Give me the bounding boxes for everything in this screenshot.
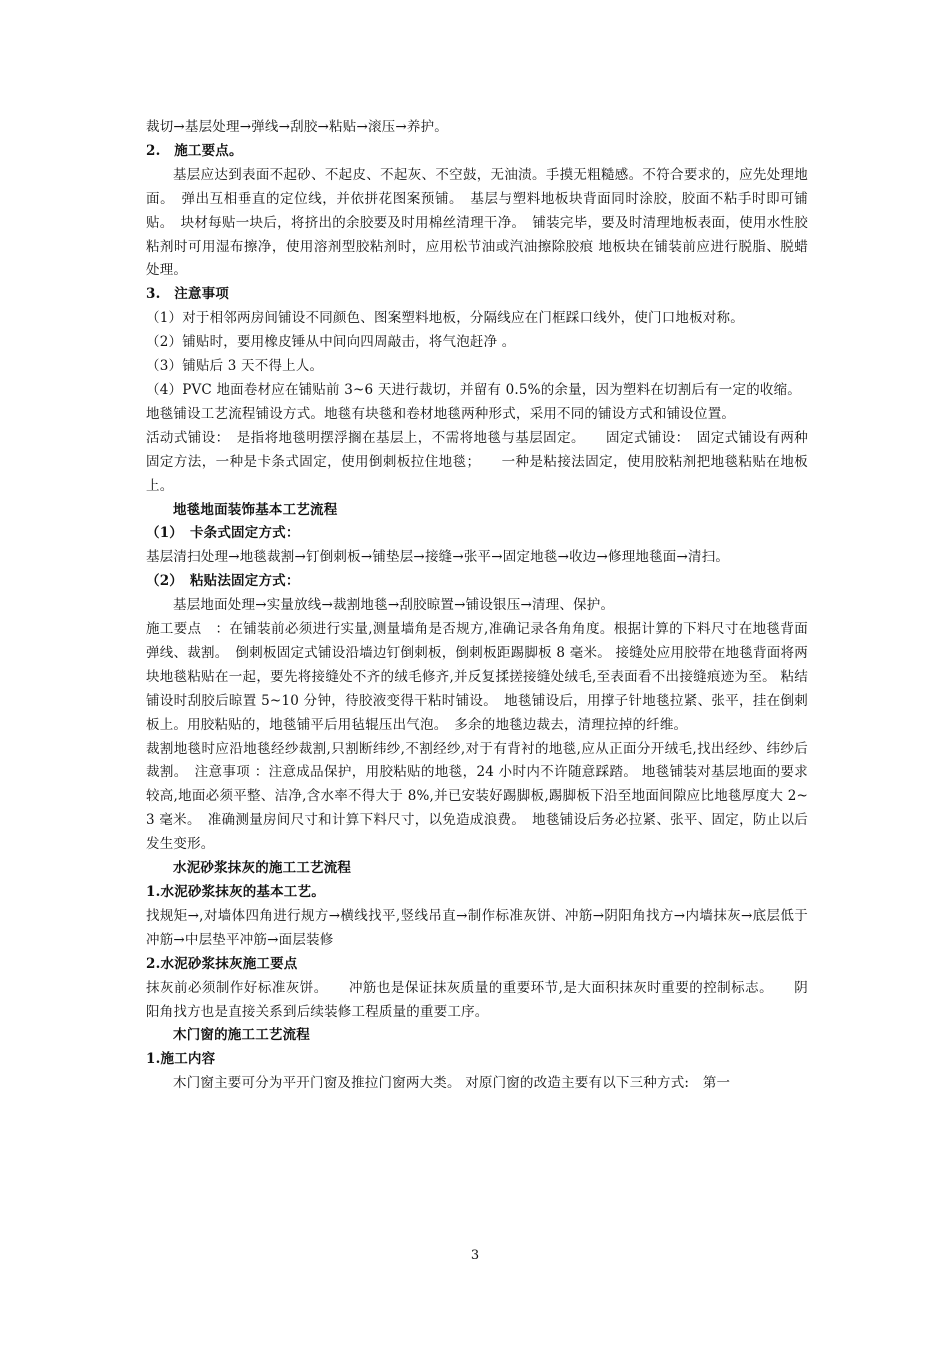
paragraph: （3）铺贴后 3 天不得上人。 [146, 358, 324, 375]
paragraph: （4）PVC 地面卷材应在铺贴前 3~6 天进行裁切，并留有 0.5%的余量，因为塑料在切割后有一定的收缩。 [146, 381, 802, 398]
paragraph: （1） 卡条式固定方式： [146, 525, 300, 542]
paragraph: 基层地面处理→实量放线→裁割地毯→刮胶晾置→铺设银压→清理、保护。 [173, 597, 615, 614]
paragraph: 抹灰前必须制作好标准灰饼。 冲筋也是保证抹灰质量的重要环节,是大面积抹灰时重要的控制标志。 阴阳角找方也是直接关系到后续装修工程质量的重要工序。 [146, 979, 808, 1020]
paragraph: 基层应达到表面不起砂、不起皮、不起灰、不空鼓，无油渍。手摸无粗糙感。不符合要求的，应先处理地面。 弹出互相垂直的定位线，并依拼花图案预铺。 基层与塑料地板块背面同时涂胶，胶面不粘手时即可铺贴。 块材每贴一块后，将挤出的余胶要及时用棉丝清理干净。 铺装完毕，要及时清理地板表面，使用水性胶粘剂时可用湿布擦净，使用溶剂型胶粘剂时，应用松节油或汽油擦除胶痕 地板块在铺装前应进行脱脂、脱蜡处理。 [146, 166, 808, 279]
paragraph: 1.施工内容 [146, 1051, 216, 1068]
paragraph: （2） 粘贴法固定方式： [146, 573, 300, 590]
paragraph: 找规矩→,对墙体四角进行规方→横线找平,竖线吊直→制作标准灰饼、冲筋→阴阳角找方→内墙抹灰→底层低于冲筋→中层垫平冲筋→面层装修 [146, 907, 808, 948]
paragraph: 裁切→基层处理→弹线→刮胶→粘贴→滚压→养护。 [146, 119, 448, 135]
paragraph: 基层清扫处理→地毯裁割→钉倒刺板→铺垫层→接缝→张平→固定地毯→收边→修理地毯面→清扫。 [146, 549, 730, 566]
paragraph: 木门窗主要可分为平开门窗及推拉门窗两大类。 对原门窗的改造主要有以下三种方式: 第一 [173, 1075, 731, 1092]
paragraph: （1）对于相邻两房间铺设不同颜色、图案塑料地板，分隔线应在门框踩口线外，使门口地板对称。 [146, 310, 744, 327]
paragraph: 施工要点 ：在铺装前必须进行实量,测量墙角是否规方,准确记录各角角度。根据计算的下料尺寸在地毯背面弹线、裁割。 倒刺板固定式铺设沿墙边钉倒刺板，倒刺板距踢脚板 8 毫米。 接缝处应用胶带在地毯背面将两块地毯粘贴在一起，要先将接缝处不齐的绒毛修齐,并反复揉搓接缝处绒毛,至表面看不出接缝痕迹为至。 粘结铺设时刮胶后晾置 5~10 分钟，待胶液变得干粘时铺设。 地毯铺设后，用撑子针地毯拉紧、张平，挂在倒刺板上。用胶粘贴的，地毯铺平后用毡辊压出气泡。 多余的地毯边裁去，清理拉掉的纤维。 [146, 621, 808, 733]
paragraph: 地毯铺设工艺流程铺设方式。地毯有块毯和卷材地毯两种形式，采用不同的铺设方式和铺设位置。 [146, 405, 736, 422]
paragraph: 3. 注意事项 [146, 286, 229, 303]
paragraph: 活动式铺设： 是指将地毯明摆浮搁在基层上，不需将地毯与基层固定。 固定式铺设： 固定式铺设有两种固定方法，一种是卡条式固定，使用倒刺板拉住地毯； 一种是粘接法固定，使用胶粘剂把地毯粘贴在地板上。 [146, 429, 808, 494]
paragraph: 木门窗的施工工艺流程 [173, 1027, 310, 1044]
paragraph: 2. 施工要点。 [146, 142, 243, 159]
paragraph: 1.水泥砂浆抹灰的基本工艺。 [146, 884, 325, 900]
paragraph: 水泥砂浆抹灰的施工工艺流程 [173, 860, 352, 877]
paragraph: （2）铺贴时，要用橡皮锤从中间向四周敲击，将气泡赶净 。 [146, 334, 516, 351]
paragraph: 裁割地毯时应沿地毯经纱裁割,只割断纬纱,不割经纱,对于有背衬的地毯,应从正面分开绒毛,找出经纱、纬纱后裁割。 注意事项 ：注意成品保护，用胶粘贴的地毯，24 小时内不许随意踩踏。 地毯铺装对基层地面的要求较高,地面必须平整、洁净,含水率不得大于 8%,并已安装好踢脚板,踢脚板下沿至地面间隙应比地毯厚度大 2~3 毫米。 准确测量房间尺寸和计算下料尺寸，以免造成浪费。 地毯铺设后务必拉紧、张平、固定，防止以后发生变形。 [146, 740, 808, 853]
page-number: 3 [470, 1248, 480, 1263]
paragraph: 2.水泥砂浆抹灰施工要点 [146, 955, 298, 972]
paragraph: 地毯地面装饰基本工艺流程 [173, 501, 338, 518]
document-body [146, 116, 808, 1096]
